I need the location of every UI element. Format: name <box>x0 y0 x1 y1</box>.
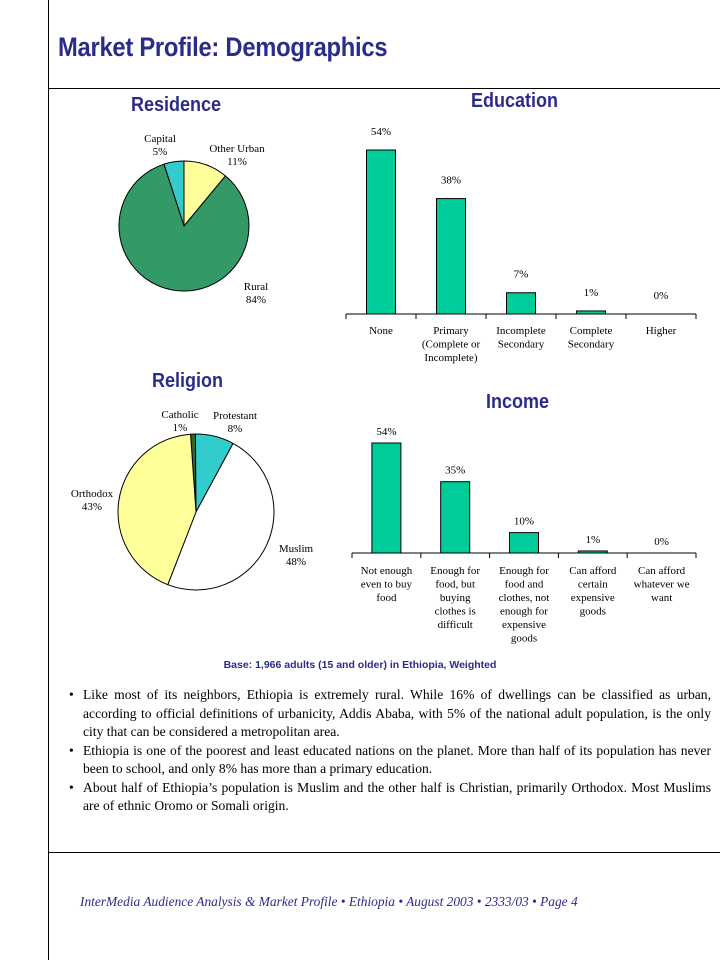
income-category-label: Enough for <box>499 565 549 577</box>
income-category-label: enough for <box>500 605 548 618</box>
education-category-label: Primary <box>433 325 469 337</box>
income-category-label: difficult <box>437 619 473 631</box>
religion-slice-value-muslim: 48% <box>285 556 307 568</box>
income-category-label: goods <box>579 605 606 618</box>
income-category-label: food and <box>504 578 544 591</box>
income-category-label: goods <box>510 632 538 645</box>
income-bar <box>578 551 607 553</box>
religion-slice-label-muslim: Muslim <box>278 543 314 555</box>
income-value-label: 54% <box>376 426 397 438</box>
income-category-label: Not enough <box>360 565 413 577</box>
income-category-label: buying <box>439 592 471 604</box>
religion-slice-label-catholic: Catholic <box>161 409 199 421</box>
income-category-label: whatever we <box>633 578 690 591</box>
income-category-label: want <box>650 592 673 604</box>
base-note: Base: 1,966 adults (15 and older) in Ethiopia, Weighted <box>223 659 497 671</box>
residence-slice-label-capital: Capital <box>144 133 176 145</box>
income-value-label: 10% <box>513 515 535 528</box>
education-category-label: Incomplete <box>496 325 546 337</box>
bullet-item: • About half of Ethiopia’s population is Muslim and the other half is Christian, primarily Orthodox. Most Muslims are of ethnic Oromo or Somali origin. <box>68 779 711 816</box>
religion-slice-value-catholic: 1% <box>172 422 188 434</box>
education-value-label: 54% <box>370 126 392 138</box>
residence-heading: Residence <box>131 94 222 116</box>
residence-slice-label-rural: Rural <box>243 281 269 293</box>
education-category-label: (Complete or <box>421 338 481 351</box>
religion-slice-label-protestant: Protestant <box>213 410 257 422</box>
education-category-label: Higher <box>645 325 677 337</box>
religion-slice-label-orthodox: Orthodox <box>70 488 114 500</box>
income-category-label: food <box>376 592 397 604</box>
religion-heading: Religion <box>152 370 224 392</box>
residence-slice-label-other-urban: Other Urban <box>209 143 265 155</box>
residence-slice-value-capital: 5% <box>152 146 168 158</box>
income-value-label: 1% <box>585 533 601 546</box>
income-category-label: Enough for <box>430 565 481 577</box>
income-bar <box>441 482 470 553</box>
education-bar <box>577 311 606 314</box>
income-value-label: 0% <box>654 536 669 548</box>
bullet-item: • Like most of its neighbors, Ethiopia is extremely rural. While 16% of dwellings can be classified as urban, according to official definitions of urbanicity, Addis Ababa, with 5% of the national adult population, is the only city that can be considered a metropolitan area. <box>68 686 711 742</box>
income-category-label: expensive <box>570 592 615 604</box>
education-value-label: 1% <box>583 286 599 299</box>
education-category-label: Complete <box>569 325 613 337</box>
income-category-label: Can afford <box>569 565 617 577</box>
residence-slice-value-other-urban: 11% <box>227 156 247 168</box>
page-title: Market Profile: Demographics <box>58 32 388 62</box>
education-value-label: 38% <box>440 174 462 187</box>
education-value-label: 0% <box>653 290 669 302</box>
income-heading: Income <box>486 391 550 413</box>
income-category-label: even to buy <box>360 578 413 591</box>
income-value-label: 35% <box>445 464 466 477</box>
income-bar <box>372 443 401 553</box>
bullet-list <box>68 686 711 816</box>
income-category-label: clothes is <box>434 605 476 618</box>
education-bar <box>367 150 396 314</box>
income-category-label: expensive <box>502 619 546 631</box>
bullet-item: • Ethiopia is one of the poorest and least educated nations on the planet. More than half of its population has never been to school, and only 8% has more than a primary education. <box>68 742 711 779</box>
income-category-label: Can afford <box>638 565 686 577</box>
income-bar <box>510 533 539 553</box>
education-category-label: None <box>369 325 393 337</box>
education-category-label: Incomplete) <box>424 352 478 364</box>
religion-slice-value-protestant: 8% <box>227 423 243 435</box>
education-bar <box>437 199 466 314</box>
education-heading: Education <box>471 90 559 112</box>
education-category-label: Secondary <box>567 338 615 351</box>
footer-text: InterMedia Audience Analysis & Market Profile • Ethiopia • August 2003 • 2333/03 • Page 4 <box>80 894 578 909</box>
religion-slice-value-orthodox: 43% <box>81 501 103 513</box>
residence-slice-value-rural: 84% <box>245 294 267 306</box>
education-bar <box>507 293 536 314</box>
income-category-label: certain <box>577 578 608 591</box>
education-value-label: 7% <box>513 268 529 281</box>
income-category-label: food, but <box>435 578 476 591</box>
income-category-label: clothes, not <box>498 592 550 604</box>
education-category-label: Secondary <box>497 338 545 351</box>
